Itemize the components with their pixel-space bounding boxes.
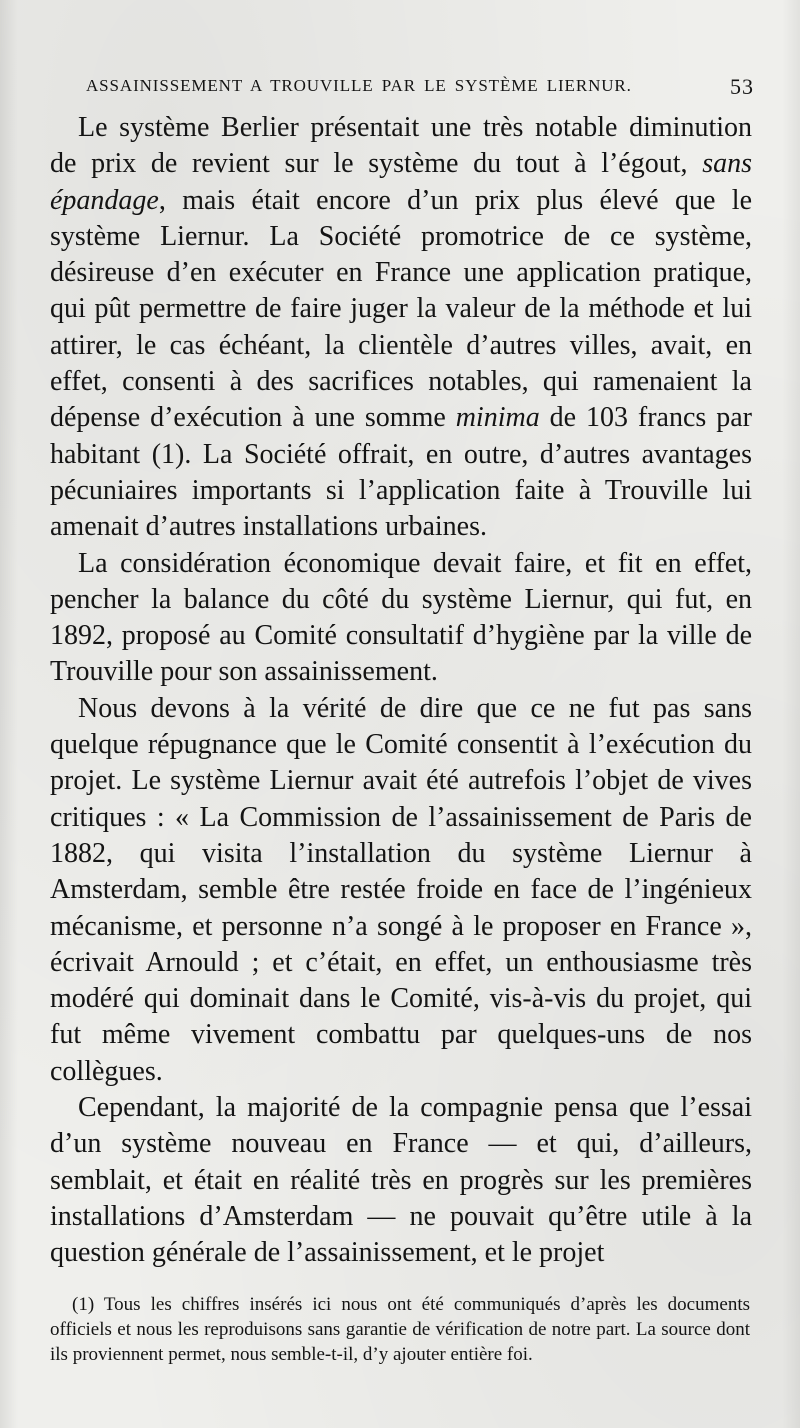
- paragraph-1-part-b: , mais était encore d’un prix plus élevé que le système Liernur. La Société promotrice de ce système, désireuse d’en exécuter en France une application pratique, qui pût permettre de faire juger la valeur de la méthode et lui attirer, le cas échéant, la clientèle d’autres villes, avait, en effet, consenti à des sacrifices notables, qui ramenaient la dépense d’exécution à une somme: [50, 184, 752, 434]
- paragraph-1-part-c: de 103 francs par habitant (1). La Société offrait, en outre, d’autres avantages pécuniaires importants si l’application faite à Trouville lui amenait d’autres installations urbaines.: [50, 402, 752, 543]
- italic-sans-epandage: sans épandage: [50, 148, 752, 216]
- footnote: (1) Tous les chiffres insérés ici nous ont été communiqués d’après les documents officiels et nous les reproduisons sans garantie de vérification de notre part. La source dont ils proviennent permet, nous semble-t-il, d’y ajouter entière foi.: [50, 1294, 750, 1365]
- running-head: ASSAINISSEMENT A TROUVILLE PAR LE SYSTÈME LIERNUR.: [86, 76, 632, 95]
- body-text: [50, 110, 752, 1272]
- paragraph-1-part-a: Le système Berlier présentait une très notable diminution de prix de revient sur le système du tout à l’égout,: [50, 112, 752, 180]
- right-edge-shadow: [782, 0, 800, 1428]
- italic-minima: minima: [455, 402, 540, 434]
- paragraph-4: Cependant, la majorité de la compagnie pensa que l’essai d’un système nouveau en France — et qui, d’ailleurs, semblait, et était en réalité très en progrès sur les premières installations d’Amsterdam — ne pouvait qu’être utile à la question générale de l’assainissement, et le projet: [50, 1092, 752, 1269]
- paragraph-3: Nous devons à la vérité de dire que ce ne fut pas sans quelque répugnance que le Comité consentit à l’exécution du projet. Le système Liernur avait été autrefois l’objet de vives critiques : « La Commission de l’assainissement de Paris de 1882, qui visita l’installation du système Liernur à Amsterdam, semble être restée froide en face de l’ingénieux mécanisme, et personne n’a songé à le proposer en France », écrivait Arnould ; et c’était, en effet, un enthousiasme très modéré qui dominait dans le Comité, vis-à-vis du projet, qui fut même vivement combattu par quelques-uns de nos collègues.: [50, 692, 752, 1087]
- page-header: [86, 74, 754, 108]
- page-number: 53: [730, 74, 754, 99]
- paragraph-2: La considération économique devait faire, et fit en effet, pencher la balance du côté du système Liernur, qui fut, en 1892, proposé au Comité consultatif d’hygiène par la ville de Trouville pour son assainissement.: [50, 547, 752, 688]
- left-edge-shadow: [0, 0, 18, 1428]
- paragraph-1: [50, 110, 752, 546]
